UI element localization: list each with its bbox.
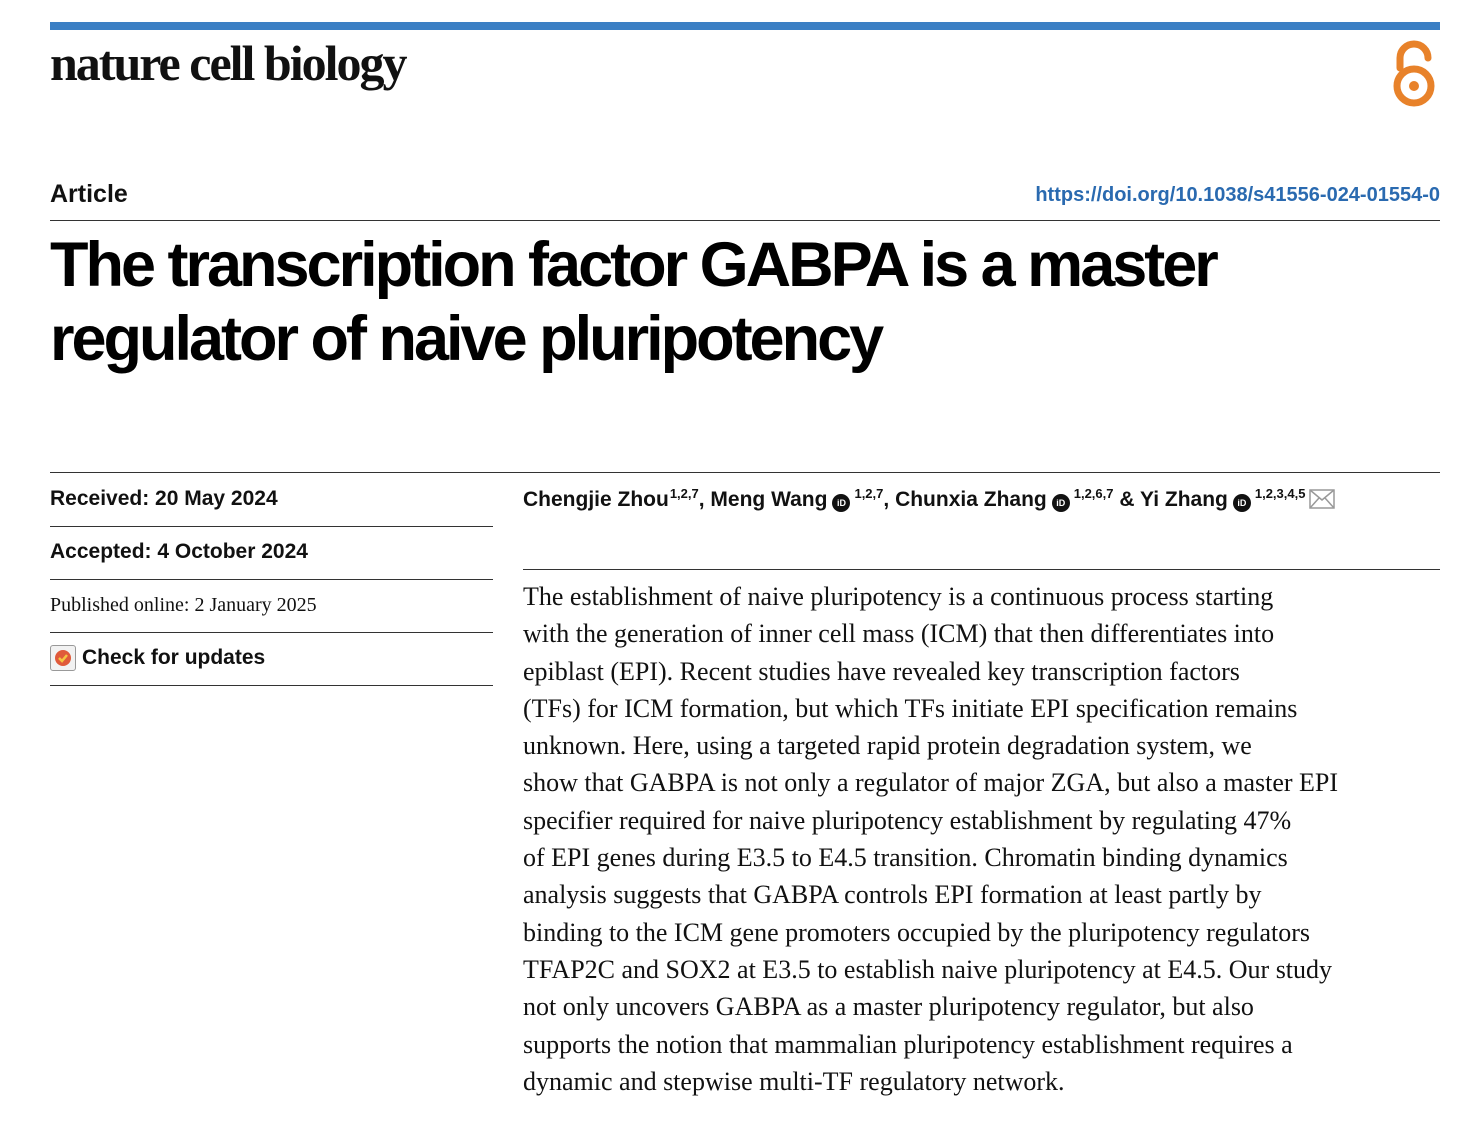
abstract-line: binding to the ICM gene promoters occupied by the pluripotency regulators — [523, 917, 1311, 947]
orcid-icon[interactable]: iD — [1233, 494, 1251, 512]
received-date: Received: 20 May 2024 — [50, 487, 278, 510]
doi-link[interactable]: https://doi.org/10.1038/s41556-024-01554-0 — [1035, 184, 1440, 206]
author-affiliations: 1,2,7 — [669, 486, 699, 501]
author[interactable] — [1140, 488, 1306, 511]
mail-icon[interactable] — [1309, 489, 1335, 509]
divider — [50, 526, 493, 527]
abstract-line: dynamic and stepwise multi-TF regulatory network. — [523, 1066, 1065, 1096]
author-affiliations: 1,2,3,4,5 — [1254, 486, 1306, 501]
abstract — [523, 578, 1438, 1100]
abstract-line: TFAP2C and SOX2 at E3.5 to establish naive pluripotency at E4.5. Our study — [523, 954, 1333, 984]
author[interactable] — [523, 488, 699, 511]
author-affiliations: 1,2,7 — [854, 486, 884, 501]
abstract-line: (TFs) for ICM formation, but which TFs initiate EPI specification remains — [523, 693, 1298, 723]
abstract-line: with the generation of inner cell mass (ICM) that then differentiates into — [523, 619, 1275, 649]
author-name: Yi Zhang — [1139, 488, 1228, 511]
author-name: Meng Wang — [710, 488, 828, 511]
abstract-line: unknown. Here, using a targeted rapid protein degradation system, we — [523, 731, 1252, 761]
author-name: Chengjie Zhou — [523, 488, 669, 511]
abstract-line: supports the notion that mammalian pluripotency establishment requires a — [523, 1029, 1293, 1059]
author-separator: , — [883, 488, 896, 511]
divider — [50, 685, 493, 686]
orcid-icon[interactable]: iD — [1052, 494, 1070, 512]
abstract-line: The establishment of naive pluripotency is a continuous process starting — [523, 582, 1274, 611]
accepted-date: Accepted: 4 October 2024 — [50, 540, 308, 563]
authors-container — [523, 486, 1305, 512]
check-for-updates-button[interactable] — [50, 645, 265, 671]
accent-bar — [50, 22, 1440, 30]
journal-name: nature cell biology — [50, 35, 406, 91]
divider — [50, 579, 493, 580]
author-name: Chunxia Zhang — [895, 488, 1047, 511]
author[interactable] — [710, 488, 883, 511]
published-date: Published online: 2 January 2025 — [50, 594, 317, 616]
author[interactable] — [895, 488, 1113, 511]
divider — [50, 632, 493, 633]
abstract-line: epiblast (EPI). Recent studies have revealed key transcription factors — [523, 656, 1240, 686]
divider — [50, 472, 1440, 473]
abstract-line: not only uncovers GABPA as a master pluripotency regulator, but also — [523, 992, 1254, 1022]
abstract-line: specifier required for naive pluripotency establishment by regulating 47% — [523, 805, 1292, 835]
divider — [523, 569, 1440, 570]
check-for-updates-label: Check for updates — [82, 646, 266, 669]
check-for-updates-icon — [50, 645, 76, 671]
abstract-line: analysis suggests that GABPA controls EPI formation at least partly by — [523, 880, 1262, 910]
abstract-line: of EPI genes during E3.5 to E4.5 transition. Chromatin binding dynamics — [523, 843, 1288, 873]
article-type: Article — [50, 180, 128, 208]
open-access-lock-icon[interactable] — [1388, 38, 1440, 108]
author-list — [523, 486, 1335, 512]
abstract-line: show that GABPA is not only a regulator of major ZGA, but also a master EPI — [523, 768, 1339, 798]
author-separator: , — [698, 488, 711, 511]
author-affiliations: 1,2,6,7 — [1073, 486, 1114, 501]
author-separator: & — [1113, 488, 1140, 511]
orcid-icon[interactable]: iD — [832, 494, 850, 512]
article-title: The transcription factor GABPA is a master regulator of naive pluripotency — [50, 230, 1216, 374]
divider — [50, 220, 1440, 221]
